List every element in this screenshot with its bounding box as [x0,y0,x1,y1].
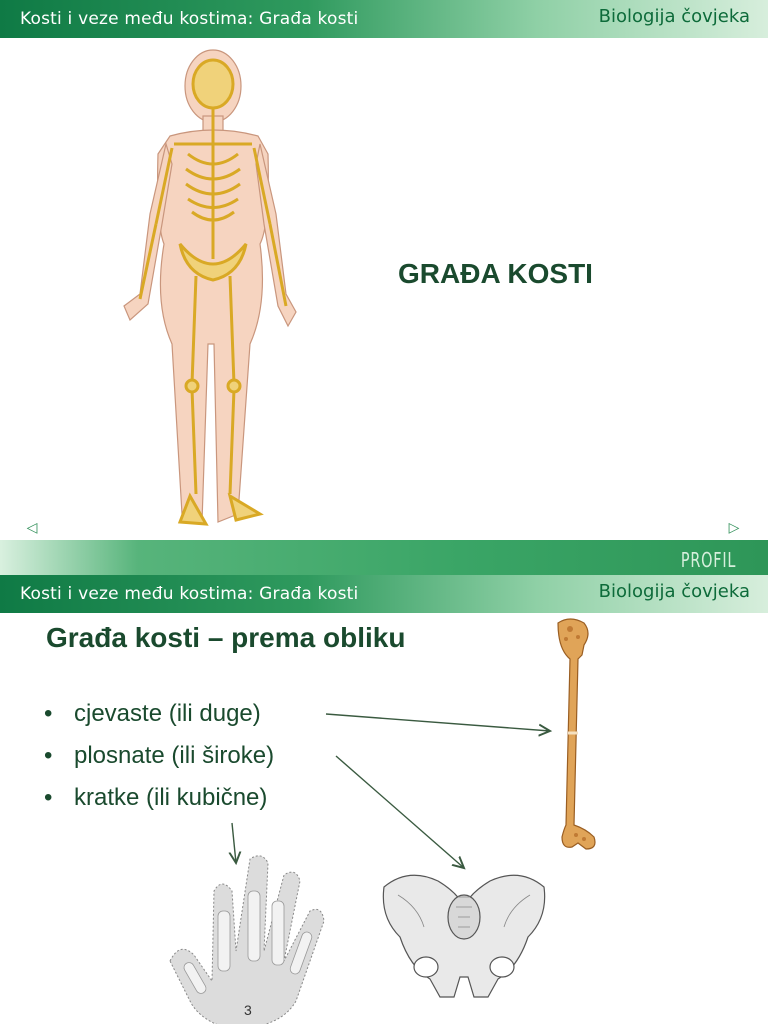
pointer-arrows [0,575,768,1024]
page-number: 3 [244,1002,252,1018]
slide-title: GRAĐA KOSTI [398,258,593,289]
skeleton-illustration [110,44,310,530]
footer-band [0,540,768,575]
header-subject: Biologija čovjeka [598,581,750,602]
header-subject: Biologija čovjeka [598,6,750,27]
triangle-left-icon[interactable]: ◁ [26,520,38,536]
triangle-right-icon[interactable]: ▷ [728,520,740,536]
slide-heading: Građa kosti – prema obliku [46,622,406,653]
list-item-label: kratke (ili kubične) [74,784,268,811]
list-item-label: plosnate (ili široke) [74,742,275,769]
slide-header [0,0,768,38]
header-title: Kosti i veze među kostima: Građa kosti [20,9,359,29]
publisher-logo: PROFIL [680,548,736,572]
bullet-icon: • [44,784,53,811]
bullet-icon: • [44,700,53,727]
list-item-label: cjevaste (ili duge) [74,700,261,727]
bullet-icon: • [44,742,53,769]
slide-2 [0,575,768,1024]
header-title: Kosti i veze među kostima: Građa kosti [20,584,359,604]
